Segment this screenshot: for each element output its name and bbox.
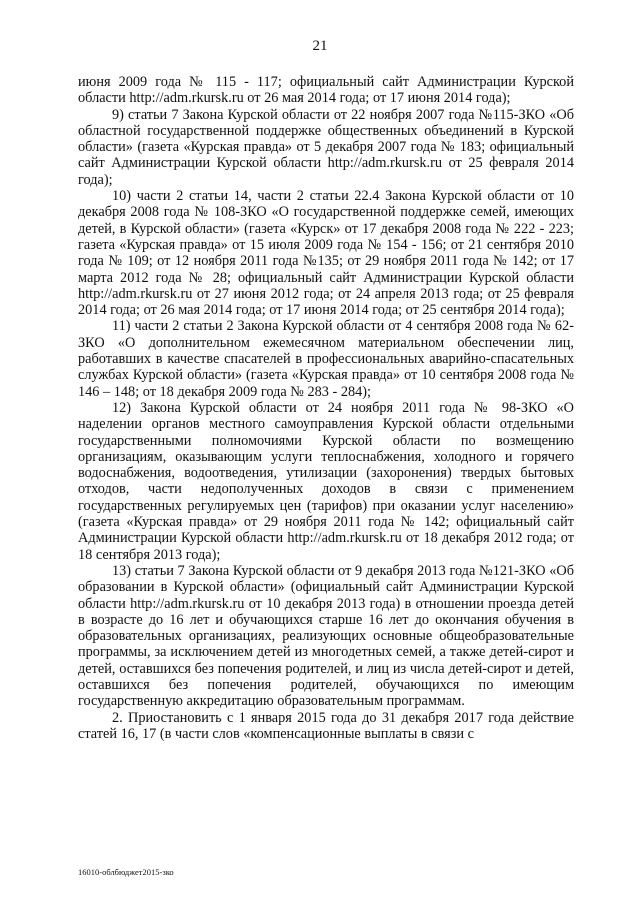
paragraph-continuation: июня 2009 года № 115 - 117; официальный сайт Администрации Курской области http://adm.rkursk.ru от 26 мая 2014 года; от 17 июня 2014 года); (78, 74, 574, 107)
paragraph-item-9: 9) статьи 7 Закона Курской области от 22 ноября 2007 года №115-ЗКО «Об областной государственной поддержке общественных объединений в Курской области» (газета «Курская правда» от 5 декабря 2007 года № 183; официальный сайт Администрации Курской области http://adm.rkursk.ru от 25 февраля 2014 года); (78, 106, 574, 188)
paragraph-item-13: 13) статьи 7 Закона Курской области от 9 декабря 2013 года №121-ЗКО «Об образовании в Курской области» (официальный сайт Администрации Курской области http://adm.rkursk.ru от 10 декабря 2013 года) в отношении проезда детей в возрасте до 16 лет и обучающихся старше 16 лет до окончания обучения в образовательных организациях, реализующих основные общеобразовательные программы, за исключением детей из многодетных семей, а также детей-сирот и детей, оставшихся без попечения родителей, и лиц из числа детей-сирот и детей, оставшихся без попечения родителей, обучающихся по имеющим государственную аккредитацию образовательным программам. (78, 562, 574, 710)
footer-file-label: 16010-облбюджет2015-зко (78, 867, 174, 877)
paragraph-item-10: 10) части 2 статьи 14, части 2 статьи 22.4 Закона Курской области от 10 декабря 2008 года № 108-ЗКО «О государственной поддержке семей, имеющих детей, в Курской области» (газета «Курск» от 17 декабря 2008 года № 222 - 223; газета «Курская правда» от 15 июля 2009 года № 154 - 156; от 21 сентября 2010 года № 109; от 12 ноября 2011 года №135; от 29 ноября 2011 года № 142; от 17 марта 2012 года № 28; официальный сайт Администрации Курской области http://adm.rkursk.ru от 27 июня 2012 года; от 24 апреля 2013 года; от 25 февраля 2014 года; от 26 мая 2014 года; от 17 июня 2014 года; от 25 сентября 2014 года); (78, 188, 574, 319)
document-body (78, 74, 574, 742)
page-number: 21 (312, 38, 328, 54)
paragraph-section-2: 2. Приостановить с 1 января 2015 года до 31 декабря 2017 года действие статей 16, 17 (в части слов «компенсационные выплаты в связи с (78, 709, 574, 742)
paragraph-item-11: 11) части 2 статьи 2 Закона Курской области от 4 сентября 2008 года № 62-ЗКО «О дополнительном ежемесячном материальном обеспечении лиц, работавших в качестве спасателей в профессиональных аварийно-спасательных службах Курской области» (газета «Курская правда» от 10 сентября 2008 года № 146 – 148; от 18 декабря 2009 года № 283 - 284); (78, 318, 574, 400)
paragraph-item-12: 12) Закона Курской области от 24 ноября 2011 года № 98-ЗКО «О наделении органов местного самоуправления Курской области отдельными государственными полномочиями Курской области по возмещению организациям, оказывающим услуги теплоснабжения, холодного и горячего водоснабжения, водоотведения, утилизации (захоронения) твердых бытовых отходов, части недополученных доходов в связи с применением государственных регулируемых цен (тарифов) при оказании услуг населению» (газета «Курская правда» от 29 ноября 2011 года № 142; официальный сайт Администрации Курской области http://adm.rkursk.ru от 18 декабря 2012 года; от 18 сентября 2013 года); (78, 399, 574, 563)
